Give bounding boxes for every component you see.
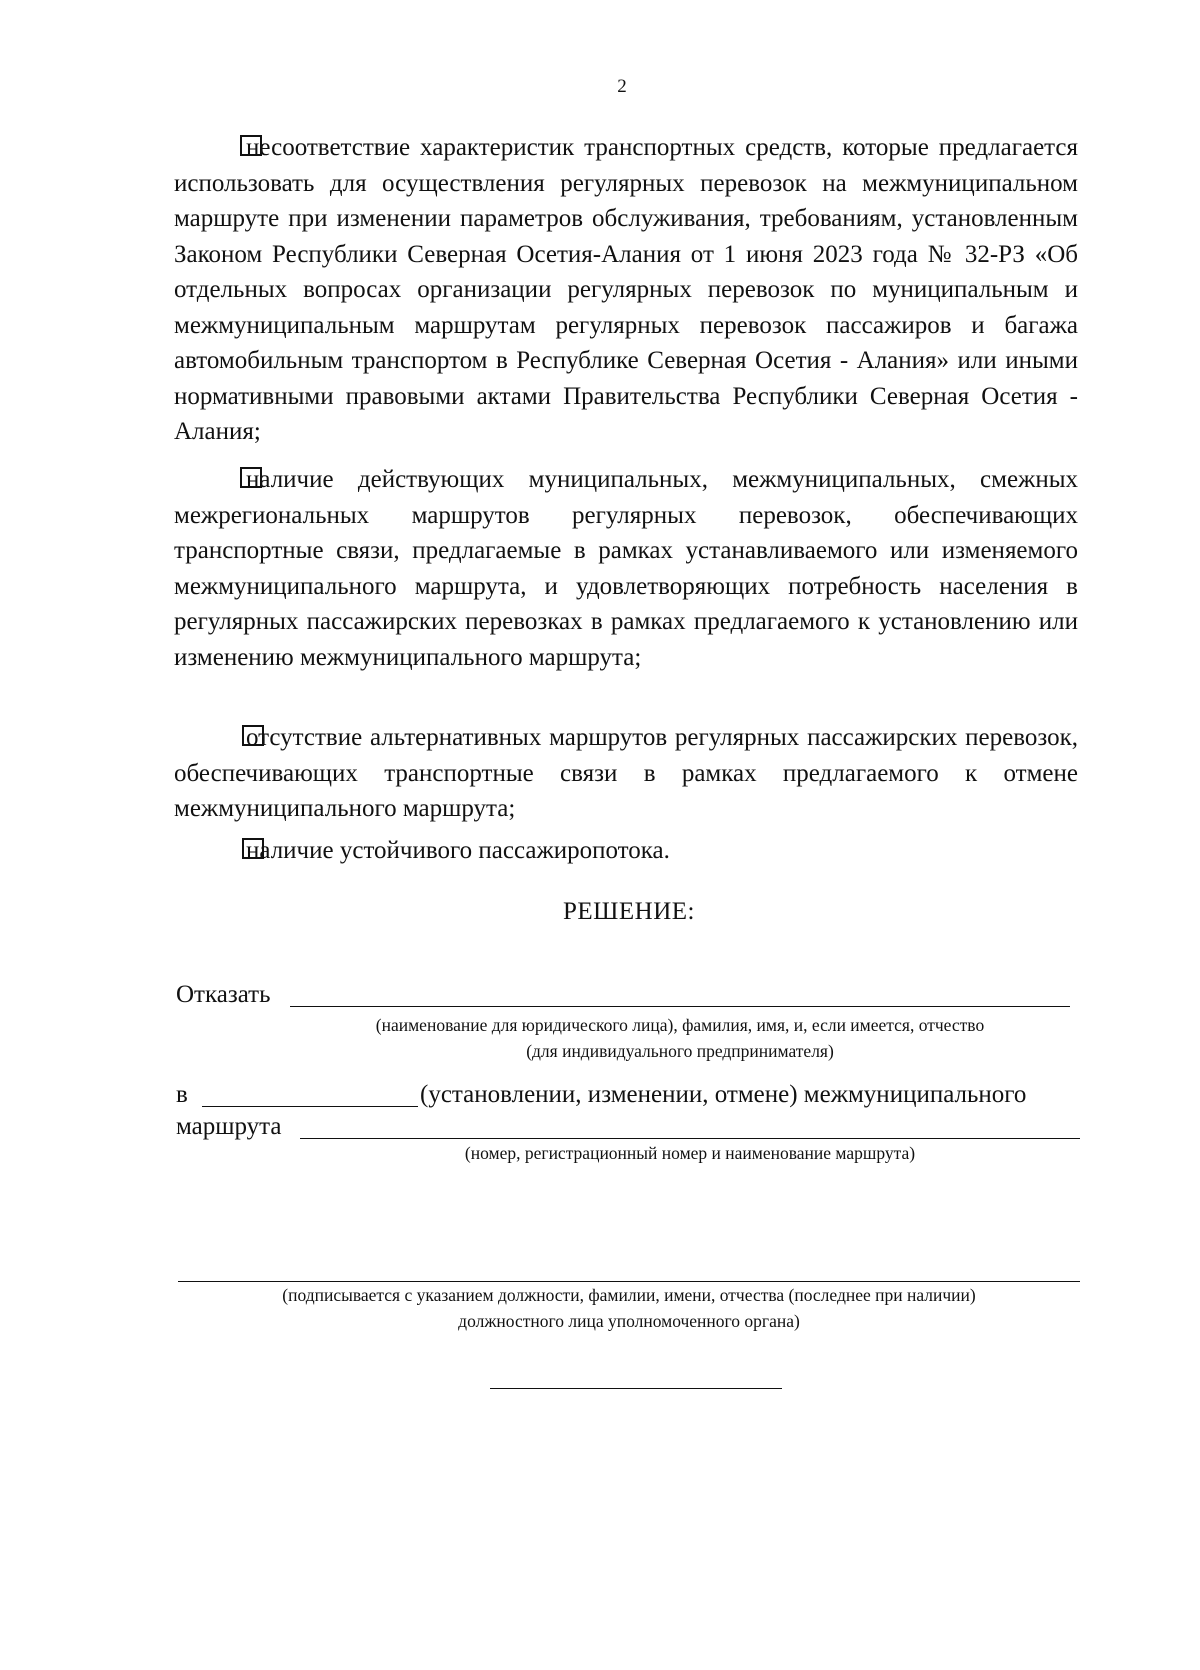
criterion-item bbox=[174, 833, 1078, 869]
checkbox-icon[interactable] bbox=[242, 725, 264, 746]
route-label: маршрута bbox=[176, 1113, 282, 1140]
criterion-item bbox=[174, 720, 1078, 827]
action-field[interactable] bbox=[202, 1106, 418, 1107]
decision-heading: РЕШЕНИЕ: bbox=[563, 898, 695, 925]
closing-divider bbox=[490, 1388, 782, 1389]
route-field[interactable] bbox=[300, 1138, 1080, 1139]
checkbox-icon[interactable] bbox=[240, 467, 262, 488]
criterion-text: наличие действующих муниципальных, межмуниципальных, смежных межрегиональных маршрутов регулярных перевозок, обеспечивающих транспортные связи, предлагаемые в рамках устанавливаемого или изменяемого межмуниципального маршрута, и удовлетворяющих потребность населения в регулярных пассажирских перевозках в рамках предлагаемого к установлению или изменению межмуниципального маршрута; bbox=[174, 466, 1078, 671]
applicant-name-field[interactable] bbox=[290, 1006, 1070, 1007]
refuse-label: Отказать bbox=[176, 981, 271, 1008]
signature-caption: (подписывается с указанием должности, фамилии, имени, отчества (последнее при наличии) bbox=[282, 1285, 976, 1305]
action-text: (установлении, изменении, отмене) межмуниципального bbox=[420, 1081, 1027, 1108]
criterion-text: отсутствие альтернативных маршрутов регулярных пассажирских перевозок, обеспечивающих транспортные связи в рамках предлагаемого к отмене межмуниципального маршрута; bbox=[174, 724, 1078, 822]
criterion-item bbox=[174, 130, 1078, 450]
checkbox-icon[interactable] bbox=[242, 838, 264, 859]
criterion-text: несоответствие характеристик транспортных средств, которые предлагается использовать для осуществления регулярных перевозок на межмуниципальном маршруте при изменении параметров обслуживания, требованиям, установленным Законом Республики Северная Осетия-Алания от 1 июня 2023 года № 32-РЗ «Об отдельных вопросах организации регулярных перевозок по муниципальным и межмуниципальным маршрутам регулярных перевозок пассажиров и багажа автомобильным транспортом в Республике Северная Осетия - Алания» или иными нормативными правовыми актами Правительства Республики Северная Осетия - Алания; bbox=[174, 134, 1078, 445]
applicant-caption-ip: (для индивидуального предпринимателя) bbox=[526, 1041, 834, 1061]
route-caption: (номер, регистрационный номер и наименование маршрута) bbox=[464, 1143, 916, 1163]
in-label: в bbox=[176, 1081, 188, 1108]
criterion-text: наличие устойчивого пассажиропотока. bbox=[246, 837, 670, 864]
applicant-caption: (наименование для юридического лица), фамилия, имя, и, если имеется, отчество bbox=[375, 1015, 985, 1035]
page-number: 2 bbox=[617, 76, 627, 97]
signature-caption-official: должностного лица уполномоченного органа) bbox=[458, 1311, 800, 1331]
criterion-item bbox=[174, 462, 1078, 675]
checkbox-icon[interactable] bbox=[240, 135, 262, 156]
